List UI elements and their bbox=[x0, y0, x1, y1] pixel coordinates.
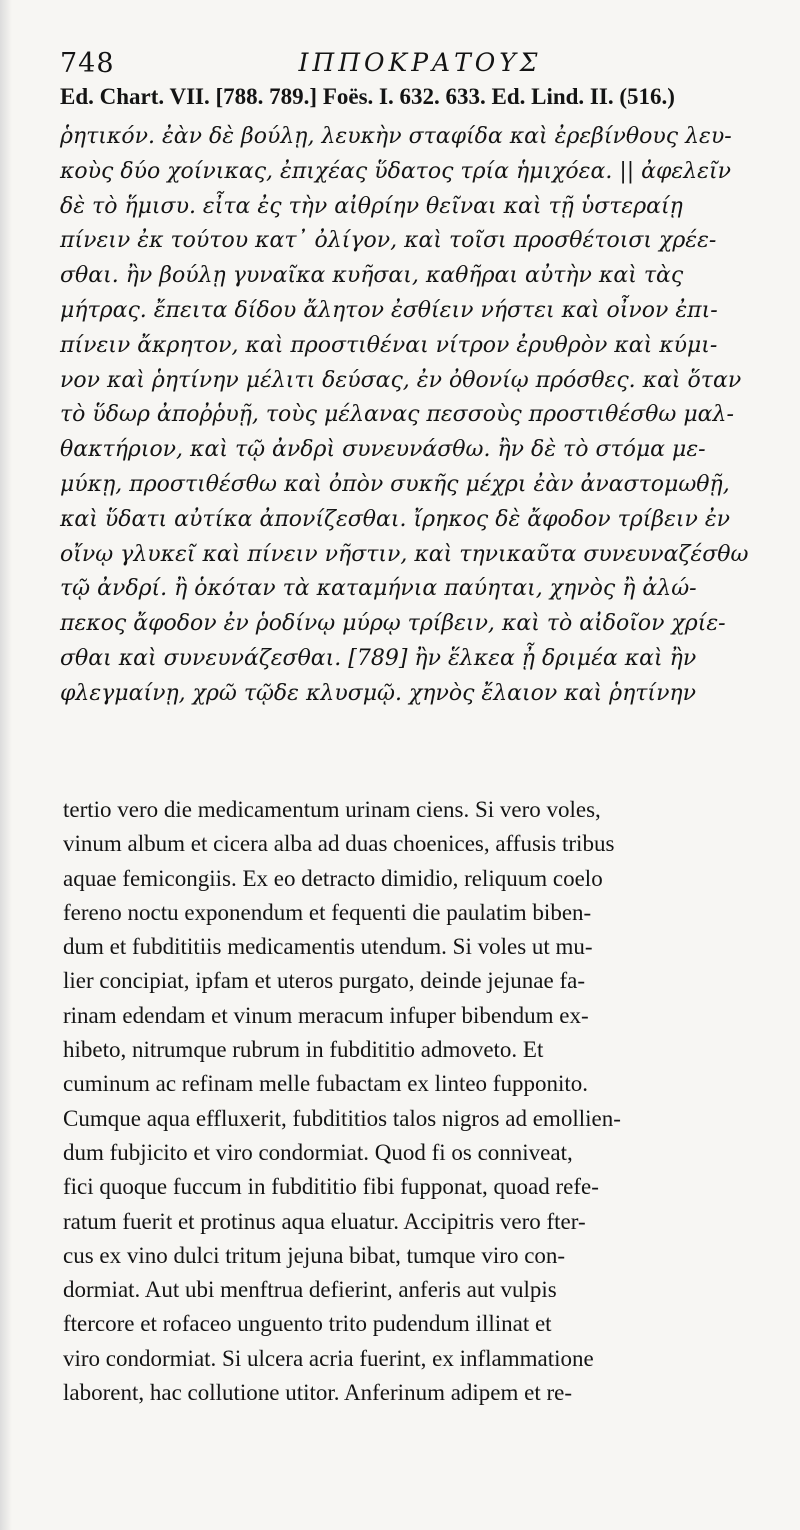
greek-text-block bbox=[60, 120, 800, 712]
running-head: ΙΠΠΟΚΡΑΤΟΥΣ bbox=[298, 48, 542, 77]
latin-line: cus ex vino dulci tritum jejuna bibat, tumque viro con- bbox=[63, 1242, 566, 1268]
greek-line: οἴνῳ γλυκεῖ καὶ πίνειν νῆστιν, καὶ τηνικαῦτα συνευναζέσθω bbox=[60, 541, 749, 567]
greek-line: μήτρας. ἔπειτα δίδου ἄλητον ἐσθίειν νήστει καὶ οἶνον ἐπι- bbox=[60, 297, 718, 323]
latin-text-block bbox=[63, 793, 800, 1410]
greek-line: θακτήριον, καὶ τῷ ἀνδρὶ συνευνάσθω. ἢν δὲ τὸ στόμα με- bbox=[60, 437, 706, 463]
greek-line: ῥητικόν. ἐὰν δὲ βούλῃ, λευκὴν σταφίδα καὶ ἐρεβίνθους λευ- bbox=[60, 124, 732, 149]
latin-line: ftercore et rofaceo unguento trito pudendum illinat et bbox=[63, 1311, 552, 1337]
latin-line: ratum fuerit et protinus aqua eluatur. Accipitris vero fter- bbox=[63, 1208, 586, 1234]
latin-line: dum fubjicito et viro condormiat. Quod fi os conniveat, bbox=[63, 1139, 573, 1165]
greek-line: πίνειν ἄκρητον, καὶ προστιθέναι νίτρον ἐρυθρὸν καὶ κύμι- bbox=[60, 332, 718, 358]
greek-line: κοὺς δύο χοίνικας, ἐπιχέας ὕδατος τρία ἡμιχόεα. || ἀφελεῖν bbox=[60, 158, 731, 184]
latin-line: lier concipiat, ipfam et uteros purgato, deinde jejunae fa- bbox=[63, 968, 585, 994]
page-header bbox=[60, 44, 780, 84]
latin-line: fici quoque fuccum in fubdititio fibi fupponat, quoad refe- bbox=[63, 1174, 599, 1200]
latin-line: laborent, hac collutione utitor. Anferinum adipem et re- bbox=[63, 1380, 573, 1406]
latin-line: cuminum ac refinam melle fubactam ex linteo fupponito. bbox=[63, 1071, 588, 1097]
latin-line: dum et fubdititiis medicamentis utendum. Si voles ut mu- bbox=[63, 934, 593, 960]
latin-line: rinam edendam et vinum meracum infuper bibendum ex- bbox=[63, 1002, 589, 1028]
page-number: 748 bbox=[60, 48, 115, 79]
greek-line: σθαι καὶ συνευνάζεσθαι. [789] ἢν ἕλκεα ᾖ δριμέα καὶ ἢν bbox=[60, 645, 697, 671]
greek-line: πεκος ἄφοδον ἐν ῥοδίνῳ μύρῳ τρίβειν, καὶ τὸ αἰδοῖον χρίε- bbox=[60, 611, 726, 637]
greek-line: δὲ τὸ ἥμισυ. εἶτα ἐς τὴν αἰθρίην θεῖναι καὶ τῇ ὑστεραίῃ bbox=[60, 193, 683, 219]
latin-line: Cumque aqua effluxerit, fubdititios talos nigros ad emollien- bbox=[63, 1105, 621, 1131]
latin-line: hibeto, nitrumque rubrum in fubdititio admoveto. Et bbox=[63, 1037, 544, 1063]
greek-line: πίνειν ἐκ τούτου κατ᾽ ὀλίγον, καὶ τοῖσι προσθέτοισι χρέε- bbox=[60, 228, 717, 254]
greek-line: καὶ ὕδατι αὐτίκα ἀπονίζεσθαι. ἴρηκος δὲ ἄφοδον τρίβειν ἐν bbox=[60, 506, 731, 532]
edition-reference: Ed. Chart. VII. [788. 789.] Foës. I. 632. 633. Ed. Lind. II. (516.) bbox=[60, 84, 675, 109]
greek-line: τὸ ὕδωρ ἀποῤῥυῇ, τοὺς μέλανας πεσσοὺς προστιθέσθω μαλ- bbox=[60, 402, 734, 428]
latin-line: tertio vero die medicamentum urinam ciens. Si vero voles, bbox=[63, 797, 601, 822]
binding-shadow bbox=[0, 0, 12, 1530]
latin-line: vinum album et cicera alba ad duas choenices, affusis tribus bbox=[63, 831, 615, 857]
greek-line: νον καὶ ῥητίνην μέλιτι δεύσας, ἐν ὀθονίῳ πρόσθες. καὶ ὅταν bbox=[60, 367, 742, 393]
latin-line: fereno noctu exponendum et fequenti die paulatim biben- bbox=[63, 899, 592, 925]
greek-line: τῷ ἀνδρί. ἢ ὁκόταν τὰ καταμήνια παύηται, χηνὸς ἢ ἀλώ- bbox=[60, 576, 697, 602]
greek-line: σθαι. ἢν βούλῃ γυναῖκα κυῆσαι, καθῆραι αὐτὴν καὶ τὰς bbox=[60, 263, 684, 289]
greek-line: φλεγμαίνῃ, χρῶ τῷδε κλυσμῷ. χηνὸς ἔλαιον καὶ ῥητίνην bbox=[60, 680, 696, 706]
latin-line: aquae femicongiis. Ex eo detracto dimidio, reliquum coelo bbox=[63, 865, 603, 891]
latin-line: dormiat. Aut ubi menftrua defierint, anferis aut vulpis bbox=[63, 1277, 557, 1303]
greek-line: μύκῃ, προστιθέσθω καὶ ὀπὸν συκῆς μέχρι ἐὰν ἀναστομωθῇ, bbox=[60, 471, 730, 497]
latin-line: viro condormiat. Si ulcera acria fuerint, ex inflammatione bbox=[63, 1345, 594, 1371]
